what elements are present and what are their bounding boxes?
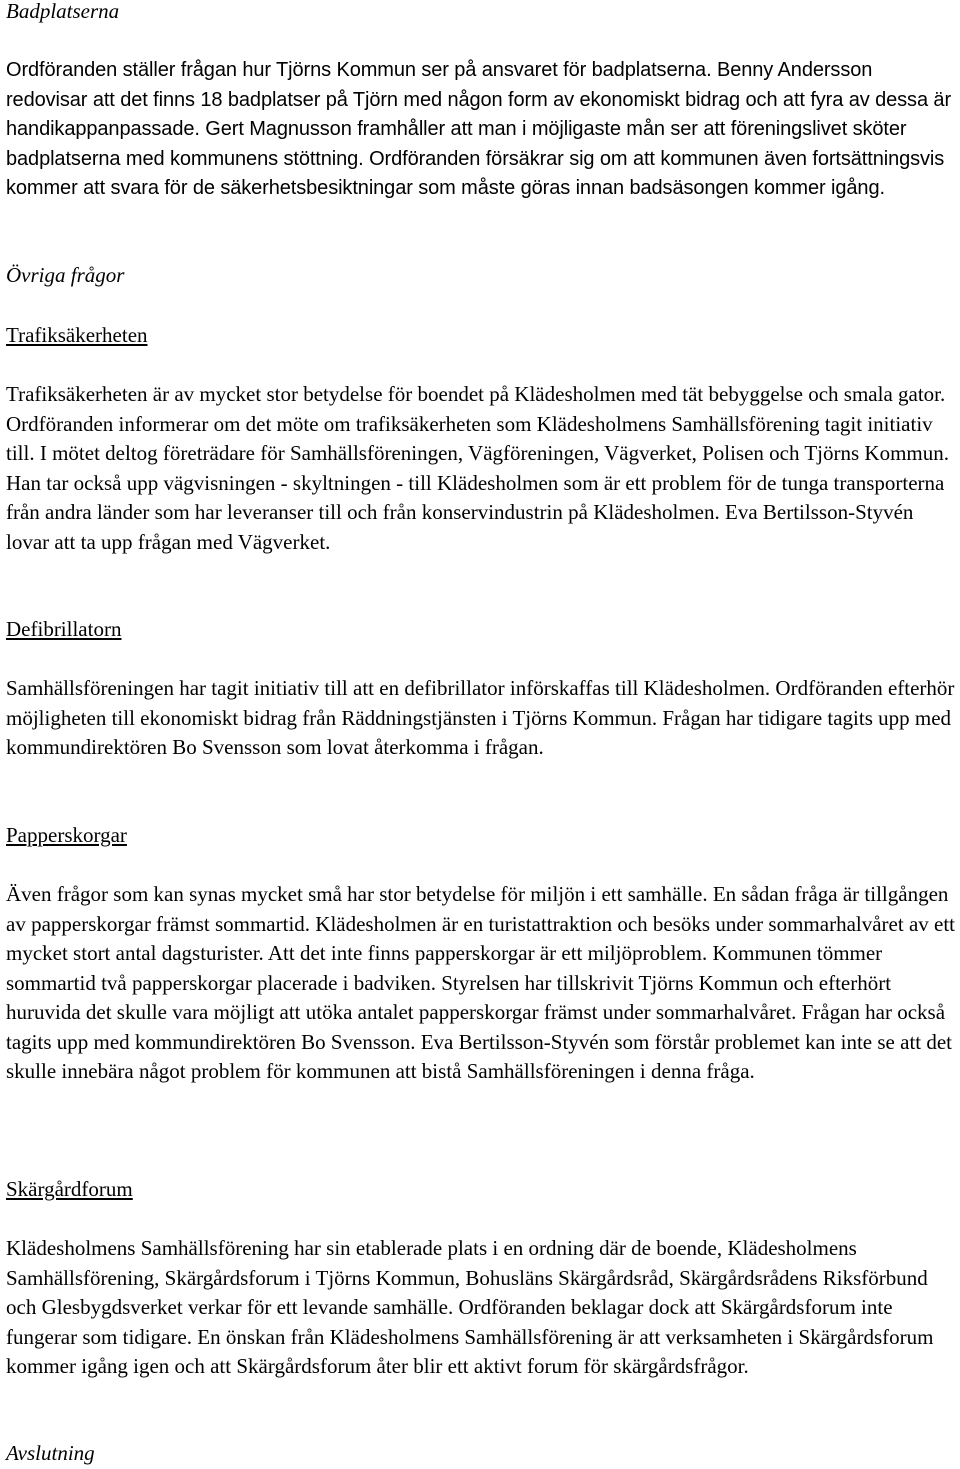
paragraph-defibrillatorn: Samhällsföreningen har tagit initiativ till att en defibrillator införskaffas till Klädesholmen. Ordföranden efterhör möjligheten till ekonomiskt bidrag från Räddningstjänsten i Tjörns Kommun. Frågan har tidigare tagits upp med kommundirektören Bo Svensson som lovat återkomma i frågan. [6, 676, 955, 759]
section-heading-badplatserna: Badplatserna [6, 0, 120, 23]
section-heading-ovriga-fragor: Övriga frågor [6, 263, 125, 287]
subheading-defibrillatorn: Defibrillatorn [6, 617, 122, 641]
paragraph-papperskorgar: Även frågor som kan synas mycket små har stor betydelse för miljön i ett samhälle. En sådan fråga är tillgången av papperskorgar främst sommartid. Klädesholmen är en turistattraktion och besöks under sommarhalvåret av ett mycket stort antal dagsturister. Att det inte finns papperskorgar är ett miljöproblem. Kommunen tömmer sommartid två papperskorgar placerade i badviken. Styrelsen har tillskrivit Tjörns Kommun och efterhört huruvida det skulle vara möjligt att utöka antalet papperskorgar främst under sommarhalvåret. Frågan har också tagits upp med kommundirektören Bo Svensson. Eva Bertilsson-Styvén som förstår problemet kan inte se att det skulle innebära något problem för kommunen att bistå Samhällsföreningen i denna fråga. [6, 882, 955, 1083]
subheading-skargardforum: Skärgårdforum [6, 1177, 133, 1201]
subheading-trafiksakerheten: Trafiksäkerheten [6, 323, 148, 347]
paragraph-badplatserna: Ordföranden ställer frågan hur Tjörns Kommun ser på ansvaret för badplatserna. Benny Andersson redovisar att det finns 18 badplatser på Tjörn med någon form av ekonomiskt bidrag och att fyra av dessa är handikappanpassade. Gert Magnusson framhåller att man i möjligaste mån ser att föreningslivet sköter badplatserna med kommunens stöttning. Ordföranden försäkrar sig om att kommunen även fortsättningsvis kommer att svara för de säkerhetsbesiktningar som måste göras innan badsäsongen kommer igång. [6, 59, 952, 199]
section-heading-avslutning: Avslutning [6, 1441, 95, 1465]
subheading-papperskorgar: Papperskorgar [6, 823, 127, 847]
paragraph-skargardforum: Klädesholmens Samhällsförening har sin etablerade plats i en ordning där de boende, Klädesholmens Samhällsförening, Skärgårdsforum i Tjörns Kommun, Bohusläns Skärgårdsråd, Skärgårdsrådens Riksförbund och Glesbygdsverket verkar för ett levande samhälle. Ordföranden beklagar dock att Skärgårdsforum inte fungerar som tidigare. En önskan från Klädesholmens Samhällsförening är att verksamheten i Skärgårdsforum kommer igång igen och att Skärgårdsforum åter blir ett aktivt forum för skärgårdsfrågor. [6, 1236, 934, 1378]
paragraph-trafiksakerheten: Trafiksäkerheten är av mycket stor betydelse för boendet på Klädesholmen med tät bebyggelse och smala gator. Ordföranden informerar om det möte om trafiksäkerheten som Klädesholmens Samhällsförening tagit initiativ till. I mötet deltog företrädare för Samhällsföreningen, Vägföreningen, Vägverket, Polisen och Tjörns Kommun. Han tar också upp vägvisningen - skyltningen - till Klädesholmen som är ett problem för de tunga transporterna från andra länder som har leveranser till och från konservindustrin på Klädesholmen. Eva Bertilsson-Styvén lovar att ta upp frågan med Vägverket. [6, 382, 950, 554]
